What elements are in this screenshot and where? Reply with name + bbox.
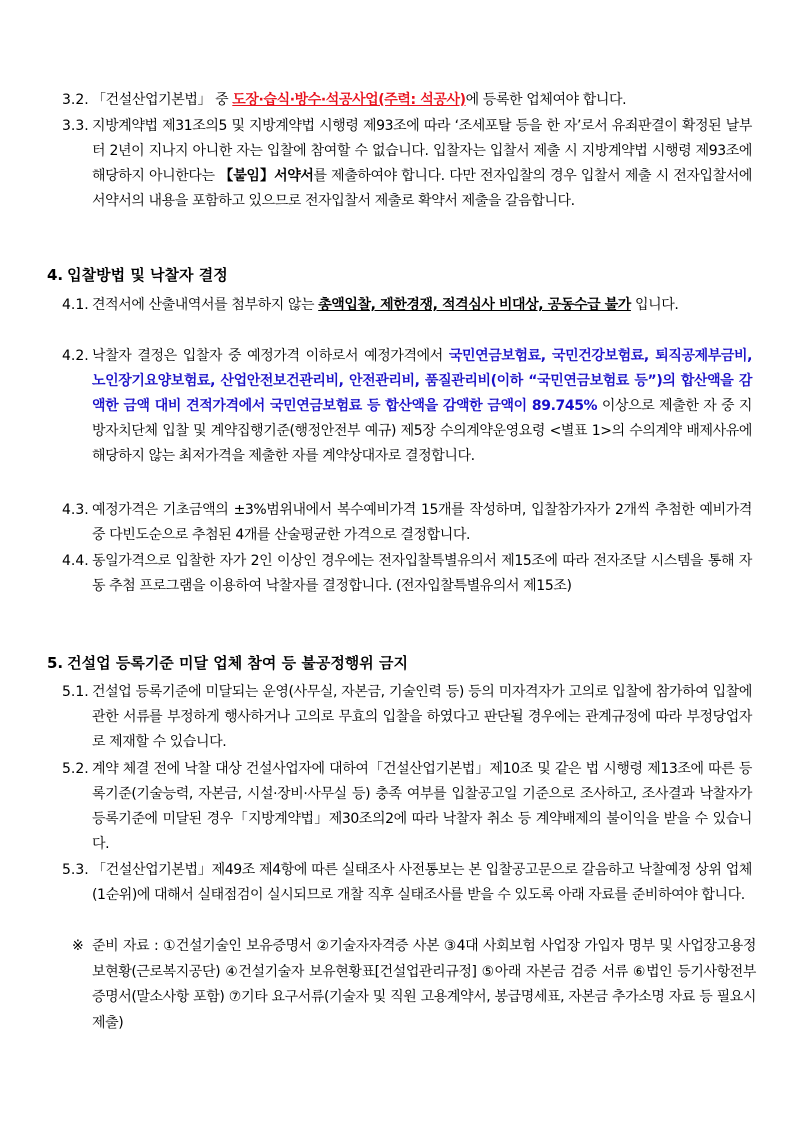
clause-text-part: 지방계약법 제31조의5 및 지방계약법 시행령 제93조에 따라 ‘조세포탈 등을 한 자’로서 유죄판결이 확정된 날부터 2년이 지나지 아니한 자는 입찰에 참여할 수 없습니다. 입찰자는 입찰서 제출 시 지방계약법 시행령 제93조에 해당하지 아니한다는 [92, 118, 752, 184]
clause-text-part: 에 등록한 업체여야 합니다. [465, 92, 627, 108]
clause-text [92, 344, 752, 469]
clause-number: 5.2. [62, 761, 89, 777]
clause-text [92, 114, 752, 214]
clause-text: 계약 체결 전에 낙찰 대상 건설사업자에 대하여「건설산업기본법」제10조 및 같은 법 시행령 제13조에 따른 등록기준(기술능력, 자본금, 시설·장비·사무실 등) 충족 여부를 입찰공고일 기준으로 조사하고, 조사결과 낙찰자가 등록기준에 미달된 경우「지방계약법」제30조의2에 따라 낙찰자 취소 등 계약배제의 불이익을 받을 수 있습니다. [92, 761, 752, 852]
clause-number: 3.3. [62, 118, 89, 134]
clause-text [92, 293, 752, 318]
clause-text-part: 이상으로 제출한 자 중 지방자치단체 입찰 및 계약집행기준(행정안전부 예규) 제5장 수의계약운영요령 <별표 1>의 수의계약 배제사유에 해당하지 않는 최저가격을 제출한 자를 계약상대자로 결정합니다. [92, 398, 752, 464]
clause-text-part: 를 제출하여야 합니다. 다만 전자입찰의 경우 입찰서 제출 시 전자입찰서에 서약서의 내용을 포함하고 있으므로 전자입찰서 제출로 확약서 제출을 갈음합니다. [92, 168, 752, 209]
clause-number: 4.1. [62, 297, 89, 313]
required-license-highlight: 도장·습식·방수·석공사업(주력: 석공사) [232, 92, 466, 108]
clause-text: 동일가격으로 입찰한 자가 2인 이상인 경우에는 전자입찰특별유의서 제15조에 따라 전자조달 시스템을 통해 자동 추첨 프로그램을 이용하여 낙찰자를 결정합니다. (전자입찰특별유의서 제15조) [92, 553, 752, 594]
clause-4-2 [62, 344, 752, 469]
section-title: 건설업 등록기준 미달 업체 참여 등 불공정행위 금지 [67, 654, 408, 672]
clause-text: 「건설산업기본법」제49조 제4항에 따른 실태조사 사전통보는 본 입찰공고문으로 갈음하고 낙찰예정 상위 업체(1순위)에 대해서 실태점검이 실시되므로 개찰 직후 실태조사를 받을 수 있도록 아래 자료를 준비하여야 합니다. [92, 862, 752, 903]
clause-text-part: 「건설산업기본법」 중 [92, 92, 233, 108]
clause-number: 4.4. [62, 553, 89, 569]
clause-number: 5.3. [62, 862, 89, 878]
section-title: 입찰방법 및 낙찰자 결정 [67, 266, 228, 284]
attachment-pledge-label: 【붙임】서약서 [219, 168, 314, 184]
clause-4-1 [62, 293, 752, 318]
section-4-heading [47, 264, 228, 285]
clause-5-1 [62, 680, 752, 755]
clause-text-part: 입니다. [630, 297, 679, 313]
section-number: 5. [47, 654, 64, 672]
clause-4-3 [62, 498, 752, 548]
clause-number: 4.2. [62, 348, 89, 364]
clause-3-2 [62, 88, 752, 113]
section-5-heading [47, 652, 408, 673]
clause-text-part: 낙찰자 결정은 입찰자 중 예정가격 이하로서 예정가격에서 [92, 348, 449, 364]
section-number: 4. [47, 266, 64, 284]
clause-text [92, 88, 752, 113]
required-documents-note [72, 934, 756, 1036]
clause-number: 4.3. [62, 502, 89, 518]
clause-text-part: 견적서에 산출내역서를 첨부하지 않는 [92, 297, 319, 313]
clause-5-3 [62, 858, 752, 908]
clause-text: 예정가격은 기초금액의 ±3%범위내에서 복수예비가격 15개를 작성하며, 입찰참가자가 2개씩 추첨한 예비가격 중 다빈도순으로 추첨된 4개를 산술평균한 가격으로 결정합니다. [92, 502, 752, 543]
clause-number: 3.2. [62, 92, 89, 108]
award-criteria-highlight: 국민연금보험료, 국민건강보험료, 퇴직공제부금비, 노인장기요양보험료, 산업안전보건관리비, 안전관리비, 품질관리비(이하 “국민연금보험료 등”)의 합산액을 감액한 금액 대비 견적가격에서 국민연금보험료 등 합산액을 감액한 금액이 89.745% [92, 348, 752, 414]
clause-4-4 [62, 549, 752, 599]
clause-3-3 [62, 114, 752, 214]
bid-method-highlight: 총액입찰, 제한경쟁, 적격심사 비대상, 공동수급 불가 [318, 297, 631, 313]
clause-number: 5.1. [62, 684, 89, 700]
clause-5-2 [62, 757, 752, 857]
reference-mark: ※ [72, 938, 84, 954]
clause-text: 건설업 등록기준에 미달되는 운영(사무실, 자본금, 기술인력 등) 등의 미자격자가 고의로 입찰에 참가하여 입찰에 관한 서류를 부정하게 행사하거나 고의로 무효의 입찰을 하였다고 판단될 경우에는 관계규정에 따라 부정당업자로 제재할 수 있습니다. [92, 684, 752, 750]
note-text: 준비 자료 : ①건설기술인 보유증명서 ②기술자자격증 사본 ③4대 사회보험 사업장 가입자 명부 및 사업장고용정보현황(근로복지공단) ④건설기술자 보유현황표[건설업관리규정] ⑤아래 자본금 검증 서류 ⑥법인 등기사항전부증명서(말소사항 포함) ⑦기타 요구서류(기술자 및 직원 고용계약서, 봉급명세표, 자본금 추가소명 자료 등 필요시 제출) [92, 938, 756, 1031]
